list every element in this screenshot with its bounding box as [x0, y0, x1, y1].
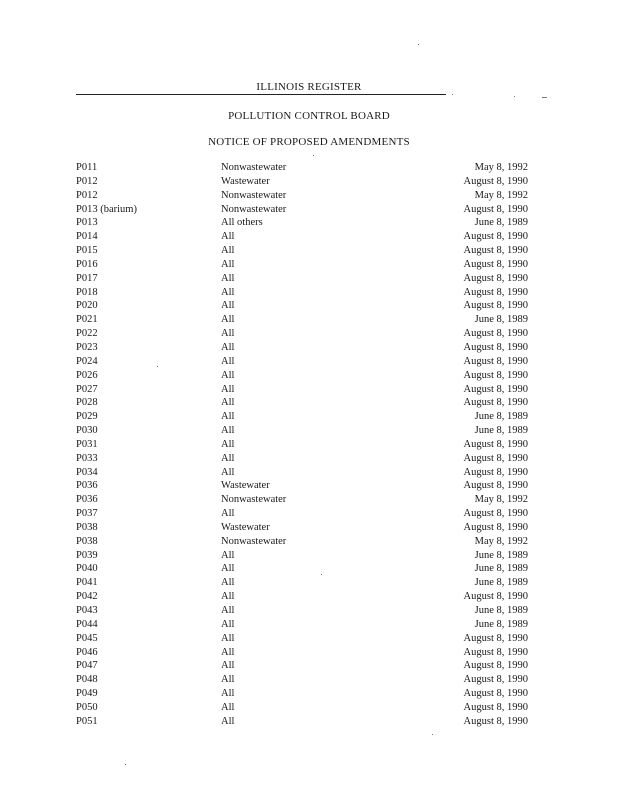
waste-form: All	[221, 466, 235, 478]
effective-date: August 8, 1990	[463, 438, 528, 450]
waste-form: Nonwastewater	[221, 162, 287, 173]
effective-date: August 8, 1990	[463, 480, 528, 492]
effective-date: May 8, 1992	[474, 189, 528, 201]
table-row	[76, 452, 536, 466]
waste-form: All	[221, 314, 235, 326]
effective-date: August 8, 1990	[463, 369, 528, 381]
effective-date: June 8, 1989	[474, 411, 528, 423]
waste-form: All	[221, 660, 235, 672]
notice-title: NOTICE OF PROPOSED AMENDMENTS	[208, 136, 410, 148]
waste-code: P034	[76, 466, 98, 478]
table-row	[76, 590, 536, 604]
table-row	[76, 286, 536, 300]
waste-form: All	[221, 508, 235, 520]
table-row	[76, 715, 536, 729]
table-row	[76, 396, 536, 410]
effective-date: August 8, 1990	[463, 397, 528, 409]
waste-form: All	[221, 618, 235, 630]
waste-code: P039	[76, 549, 98, 561]
waste-form: Wastewater	[221, 175, 270, 187]
table-row	[76, 161, 536, 175]
table-row	[76, 466, 536, 480]
effective-date: June 8, 1989	[474, 217, 528, 229]
waste-code: P015	[76, 245, 98, 257]
table-row	[76, 216, 536, 230]
effective-date: August 8, 1990	[463, 286, 528, 298]
waste-code: P020	[76, 300, 98, 312]
waste-code: P045	[76, 632, 98, 644]
waste-form: All	[221, 397, 235, 409]
waste-code: P047	[76, 660, 98, 672]
scan-speck	[418, 44, 419, 45]
table-row	[76, 299, 536, 313]
table-row	[76, 673, 536, 687]
waste-form: All	[221, 701, 235, 713]
effective-date: August 8, 1990	[463, 231, 528, 243]
table-row	[76, 438, 536, 452]
waste-code: P026	[76, 369, 98, 381]
effective-date: May 8, 1992	[474, 535, 528, 547]
table-row	[76, 244, 536, 258]
waste-code: P050	[76, 701, 98, 713]
scan-speck	[313, 155, 314, 156]
effective-date: August 8, 1990	[463, 341, 528, 353]
effective-date: June 8, 1989	[474, 549, 528, 561]
waste-form: Nonwastewater	[221, 494, 287, 506]
table-row	[76, 507, 536, 521]
waste-form: All	[221, 438, 235, 450]
waste-code: P022	[76, 328, 98, 340]
waste-form: All	[221, 715, 235, 727]
table-row	[76, 272, 536, 286]
table-row	[76, 355, 536, 369]
scan-speck	[321, 574, 322, 575]
table-row	[76, 203, 536, 217]
waste-form: Wastewater	[221, 480, 270, 492]
effective-date: August 8, 1990	[463, 521, 528, 533]
waste-form: All	[221, 300, 235, 312]
effective-date: August 8, 1990	[463, 688, 528, 700]
effective-date: August 8, 1990	[463, 646, 528, 658]
effective-date: August 8, 1990	[463, 355, 528, 367]
waste-form: All	[221, 369, 235, 381]
table-row	[76, 549, 536, 563]
effective-date: June 8, 1989	[474, 314, 528, 326]
waste-code: P033	[76, 452, 98, 464]
waste-code: P024	[76, 355, 98, 367]
table-row	[76, 493, 536, 507]
table-row	[76, 562, 536, 576]
board-title: POLLUTION CONTROL BOARD	[228, 110, 390, 122]
waste-code: P012	[76, 189, 98, 201]
effective-date: August 8, 1990	[463, 715, 528, 727]
waste-form: All	[221, 674, 235, 686]
effective-date: June 8, 1989	[474, 563, 528, 575]
waste-form: All	[221, 341, 235, 353]
effective-date: August 8, 1990	[463, 245, 528, 257]
waste-form: All	[221, 452, 235, 464]
table-row	[76, 410, 536, 424]
scan-speck	[542, 97, 547, 98]
waste-form: All	[221, 272, 235, 284]
scan-speck	[452, 94, 453, 95]
waste-code: P021	[76, 314, 98, 326]
waste-form: Wastewater	[221, 521, 270, 533]
table-row	[76, 659, 536, 673]
effective-date: August 8, 1990	[463, 300, 528, 312]
table-row	[76, 632, 536, 646]
effective-date: August 8, 1990	[463, 258, 528, 270]
table-row	[76, 258, 536, 272]
scan-speck	[125, 764, 126, 765]
effective-date: August 8, 1990	[463, 508, 528, 520]
table-row	[76, 479, 536, 493]
table-row	[76, 383, 536, 397]
waste-code: P044	[76, 618, 98, 630]
effective-date: August 8, 1990	[463, 272, 528, 284]
scan-speck	[432, 734, 433, 735]
effective-date: June 8, 1989	[474, 577, 528, 589]
waste-form: All	[221, 591, 235, 603]
waste-form: Nonwastewater	[221, 203, 287, 215]
waste-code: P013 (barium)	[76, 203, 137, 215]
waste-form: All others	[221, 217, 263, 229]
waste-form: All	[221, 383, 235, 395]
effective-date: May 8, 1992	[474, 162, 528, 173]
table-row	[76, 535, 536, 549]
waste-form: All	[221, 258, 235, 270]
waste-code-table	[76, 161, 536, 729]
waste-code: P036	[76, 494, 98, 506]
table-row	[76, 424, 536, 438]
table-row	[76, 230, 536, 244]
waste-code: P042	[76, 591, 98, 603]
table-row	[76, 189, 536, 203]
table-row	[76, 521, 536, 535]
table-row	[76, 341, 536, 355]
effective-date: August 8, 1990	[463, 383, 528, 395]
waste-form: All	[221, 605, 235, 616]
table-row	[76, 327, 536, 341]
waste-code: P043	[76, 605, 98, 616]
waste-code: P031	[76, 438, 98, 450]
waste-code: P038	[76, 521, 98, 533]
effective-date: August 8, 1990	[463, 452, 528, 464]
effective-date: August 8, 1990	[463, 660, 528, 672]
waste-form: All	[221, 425, 235, 437]
waste-code: P018	[76, 286, 98, 298]
table-row	[76, 687, 536, 701]
effective-date: June 8, 1989	[474, 425, 528, 437]
effective-date: August 8, 1990	[463, 701, 528, 713]
table-row	[76, 604, 536, 618]
table-row	[76, 701, 536, 715]
waste-code: P012	[76, 175, 98, 187]
effective-date: August 8, 1990	[463, 175, 528, 187]
effective-date: August 8, 1990	[463, 632, 528, 644]
waste-form: All	[221, 328, 235, 340]
waste-code: P016	[76, 258, 98, 270]
waste-form: All	[221, 577, 235, 589]
waste-form: All	[221, 245, 235, 257]
waste-code: P030	[76, 425, 98, 437]
table-row	[76, 576, 536, 590]
waste-code: P038	[76, 535, 98, 547]
waste-code: P029	[76, 411, 98, 423]
waste-form: All	[221, 231, 235, 243]
scan-speck	[157, 366, 158, 367]
waste-code: P037	[76, 508, 98, 520]
table-row	[76, 313, 536, 327]
waste-code: P014	[76, 231, 98, 243]
waste-code: P023	[76, 341, 98, 353]
scan-speck	[514, 96, 515, 97]
waste-form: Nonwastewater	[221, 189, 287, 201]
table-row	[76, 369, 536, 383]
effective-date: August 8, 1990	[463, 674, 528, 686]
waste-code: P036	[76, 480, 98, 492]
effective-date: August 8, 1990	[463, 203, 528, 215]
effective-date: June 8, 1989	[474, 605, 528, 616]
waste-code: P046	[76, 646, 98, 658]
waste-code: P049	[76, 688, 98, 700]
waste-form: All	[221, 286, 235, 298]
register-title: ILLINOIS REGISTER	[256, 81, 362, 93]
waste-code: P041	[76, 577, 98, 589]
effective-date: August 8, 1990	[463, 591, 528, 603]
effective-date: May 8, 1992	[474, 494, 528, 506]
waste-form: Nonwastewater	[221, 535, 287, 547]
waste-code: P028	[76, 397, 98, 409]
waste-form: All	[221, 632, 235, 644]
waste-form: All	[221, 549, 235, 561]
waste-code: P048	[76, 674, 98, 686]
waste-code: P051	[76, 715, 98, 727]
register-underline	[76, 94, 446, 95]
waste-form: All	[221, 411, 235, 423]
waste-code: P011	[76, 162, 98, 173]
waste-form: All	[221, 563, 235, 575]
table-row	[76, 618, 536, 632]
waste-form: All	[221, 355, 235, 367]
waste-code: P027	[76, 383, 98, 395]
effective-date: June 8, 1989	[474, 618, 528, 630]
effective-date: August 8, 1990	[463, 466, 528, 478]
table-row	[76, 646, 536, 660]
effective-date: August 8, 1990	[463, 328, 528, 340]
waste-code: P017	[76, 272, 98, 284]
waste-form: All	[221, 688, 235, 700]
waste-form: All	[221, 646, 235, 658]
table-row	[76, 175, 536, 189]
waste-code: P040	[76, 563, 98, 575]
waste-code: P013	[76, 217, 98, 229]
